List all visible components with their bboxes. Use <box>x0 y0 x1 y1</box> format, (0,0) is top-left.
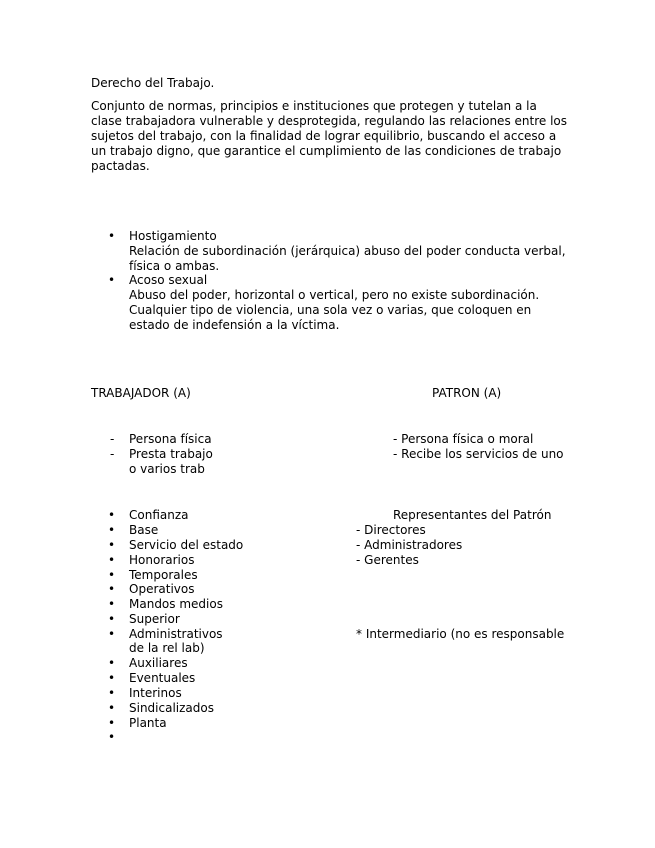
bullet-icon: • <box>108 627 116 641</box>
employer-def-item: - Recibe los servicios de uno <box>393 447 564 461</box>
bullet-icon: • <box>108 686 116 700</box>
worker-def-item-cont: o varios trab <box>129 462 205 476</box>
worker-type-item: Temporales <box>129 568 198 582</box>
term-acoso-sexual: Acoso sexual <box>129 273 208 287</box>
employer-def-item: - Persona física o moral <box>393 432 534 446</box>
intermediary-note: * Intermediario (no es responsable <box>356 627 565 641</box>
worker-type-item: Servicio del estado <box>129 538 244 552</box>
bullet-icon: • <box>108 597 116 611</box>
bullet-icon: • <box>108 538 116 552</box>
document-title: Derecho del Trabajo. <box>91 76 215 90</box>
term-hostigamiento-desc: física o ambas. <box>129 259 220 273</box>
term-acoso-sexual-desc: estado de indefensión a la víctima. <box>129 318 340 332</box>
dash-marker: - <box>110 432 115 446</box>
bullet-icon: • <box>108 229 116 243</box>
worker-type-item: Planta <box>129 716 167 730</box>
worker-type-item: Superior <box>129 612 180 626</box>
worker-type-item: Eventuales <box>129 671 196 685</box>
dash-marker: - <box>110 447 115 461</box>
bullet-icon: • <box>108 612 116 626</box>
worker-type-item: Confianza <box>129 508 189 522</box>
bullet-icon: • <box>108 523 116 537</box>
worker-type-item: Operativos <box>129 582 195 596</box>
employer-rep-item: - Administradores <box>356 538 463 552</box>
worker-type-item: Base <box>129 523 159 537</box>
worker-type-item: Mandos medios <box>129 597 223 611</box>
worker-type-item: Administrativos <box>129 627 223 641</box>
employer-rep-item: - Directores <box>356 523 426 537</box>
worker-heading: TRABAJADOR (A) <box>91 386 191 400</box>
bullet-icon: • <box>108 716 116 730</box>
bullet-icon: • <box>108 553 116 567</box>
worker-def-item: Persona física <box>129 432 212 446</box>
term-acoso-sexual-desc: Cualquier tipo de violencia, una sola vez o varias, que coloquen en <box>129 303 532 317</box>
employer-heading: PATRON (A) <box>432 386 502 400</box>
bullet-icon: • <box>108 701 116 715</box>
bullet-icon: • <box>108 671 116 685</box>
bullet-icon: • <box>108 656 116 670</box>
worker-type-item: Sindicalizados <box>129 701 214 715</box>
bullet-icon: • <box>108 568 116 582</box>
term-hostigamiento-desc: Relación de subordinación (jerárquica) abuso del poder conducta verbal, <box>129 244 566 258</box>
employer-rep-item: - Gerentes <box>356 553 419 567</box>
bullet-icon: • <box>108 730 116 744</box>
worker-type-item: Honorarios <box>129 553 195 567</box>
worker-def-item: Presta trabajo <box>129 447 213 461</box>
worker-type-item: Interinos <box>129 686 182 700</box>
definition-paragraph: Conjunto de normas, principios e instituciones que protegen y tutelan a la clase trabajadora vulnerable y desprotegida, regulando las relaciones entre los sujetos del trabajo, con la finalidad de lograr equilibrio, buscando el acceso a un trabajo digno, que garantice el cumplimiento de las condiciones de trabajo pactadas. <box>91 99 567 173</box>
worker-type-item-cont: de la rel lab) <box>129 641 205 655</box>
term-acoso-sexual-desc: Abuso del poder, horizontal o vertical, pero no existe subordinación. <box>129 288 540 302</box>
employer-reps-heading: Representantes del Patrón <box>393 508 552 522</box>
worker-type-item: Auxiliares <box>129 656 188 670</box>
bullet-icon: • <box>108 508 116 522</box>
term-hostigamiento: Hostigamiento <box>129 229 217 243</box>
bullet-icon: • <box>108 273 116 287</box>
bullet-icon: • <box>108 582 116 596</box>
